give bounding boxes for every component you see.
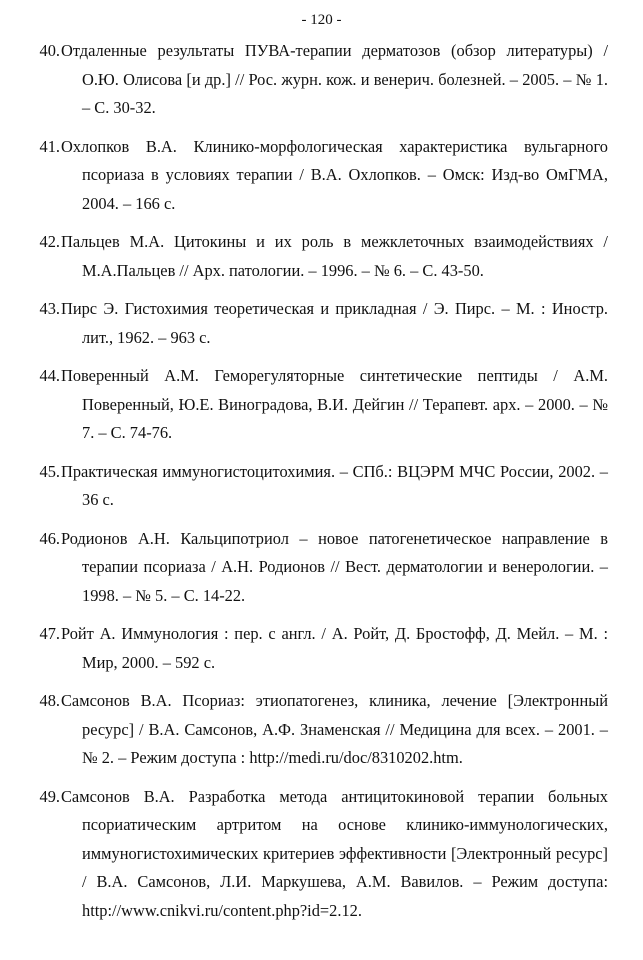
reference-number: 44. (39, 366, 60, 385)
reference-item (38, 687, 608, 773)
reference-text: Отдаленные результаты ПУВА-терапии дерматозов (обзор литературы) / О.Ю. Олисова [и др.] // Рос. журн. кож. и венерич. болезней. – 2005. – № 1. – С. 30-32. (61, 41, 608, 117)
reference-item (38, 458, 608, 515)
reference-number: 41. (39, 136, 60, 156)
reference-number: 42. (39, 232, 60, 251)
reference-number: 43. (39, 299, 60, 318)
reference-item (38, 783, 608, 926)
reference-number: 47. (39, 624, 60, 643)
reference-item (38, 295, 608, 352)
reference-number: 46. (39, 528, 60, 548)
reference-text: Пальцев М.А. Цитокины и их роль в межклеточных взаимодействиях / М.А.Пальцев // Арх. патологии. – 1996. – № 6. – С. 43-50. (61, 232, 608, 280)
reference-number: 40. (39, 41, 60, 60)
reference-text: Поверенный А.М. Геморегуляторные синтетические пептиды / А.М. Поверенный, Ю.Е. Виноградова, В.И. Дейгин // Терапевт. арх. – 2000. – № 7. – С. 74-76. (61, 366, 608, 442)
reference-text: Самсонов В.А. Псориаз: этиопатогенез, клиника, лечение [Электронный ресурс] / В.А. Самсонов, А.Ф. Знаменская // Медицина для всех. – 2001. – № 2. – Режим доступа : http://medi.ru/doc/8310202.htm. (61, 691, 608, 767)
reference-text: Родионов А.Н. Кальципотриол – новое патогенетическое направление в терапии псориаза / А.Н. Родионов // Вест. дерматологии и венерологии. – 1998. – № 5. – С. 14-22. (61, 528, 608, 605)
reference-text: Ройт А. Иммунология : пер. с англ. / А. Ройт, Д. Бростофф, Д. Мейл. – М. : Мир, 2000. – 592 с. (61, 624, 608, 672)
reference-number: 45. (39, 461, 60, 481)
reference-number: 48. (39, 691, 60, 710)
reference-item (38, 133, 608, 219)
reference-item (38, 362, 608, 448)
page-number: - 120 - (301, 12, 342, 28)
reference-text: Практическая иммуногистоцитохимия. – СПб.: ВЦЭРМ МЧС России, 2002. – 36 с. (61, 461, 608, 509)
reference-list (38, 37, 608, 935)
reference-text: Пирс Э. Гистохимия теоретическая и прикладная / Э. Пирс. – М. : Иностр. лит., 1962. – 963 с. (61, 299, 608, 347)
reference-number: 49. (39, 786, 60, 806)
reference-item (38, 620, 608, 677)
reference-item (38, 37, 608, 123)
reference-text: Охлопков В.А. Клинико-морфологическая характеристика вульгарного псориаза в условиях терапии / В.А. Охлопков. – Омск: Изд-во ОмГМА, 2004. – 166 с. (61, 136, 608, 213)
reference-text: Самсонов В.А. Разработка метода антицитокиновой терапии больных псориатическим артритом на основе клинико-иммунологических, иммуногистохимических критериев эффективности [Электронный ресурс] / В.А. Самсонов, Л.И. Маркушева, А.М. Вавилов. – Режим доступа: http://www.cnikvi.ru/content.php?id=2.12. (61, 786, 608, 920)
reference-item (38, 228, 608, 285)
reference-item (38, 525, 608, 611)
